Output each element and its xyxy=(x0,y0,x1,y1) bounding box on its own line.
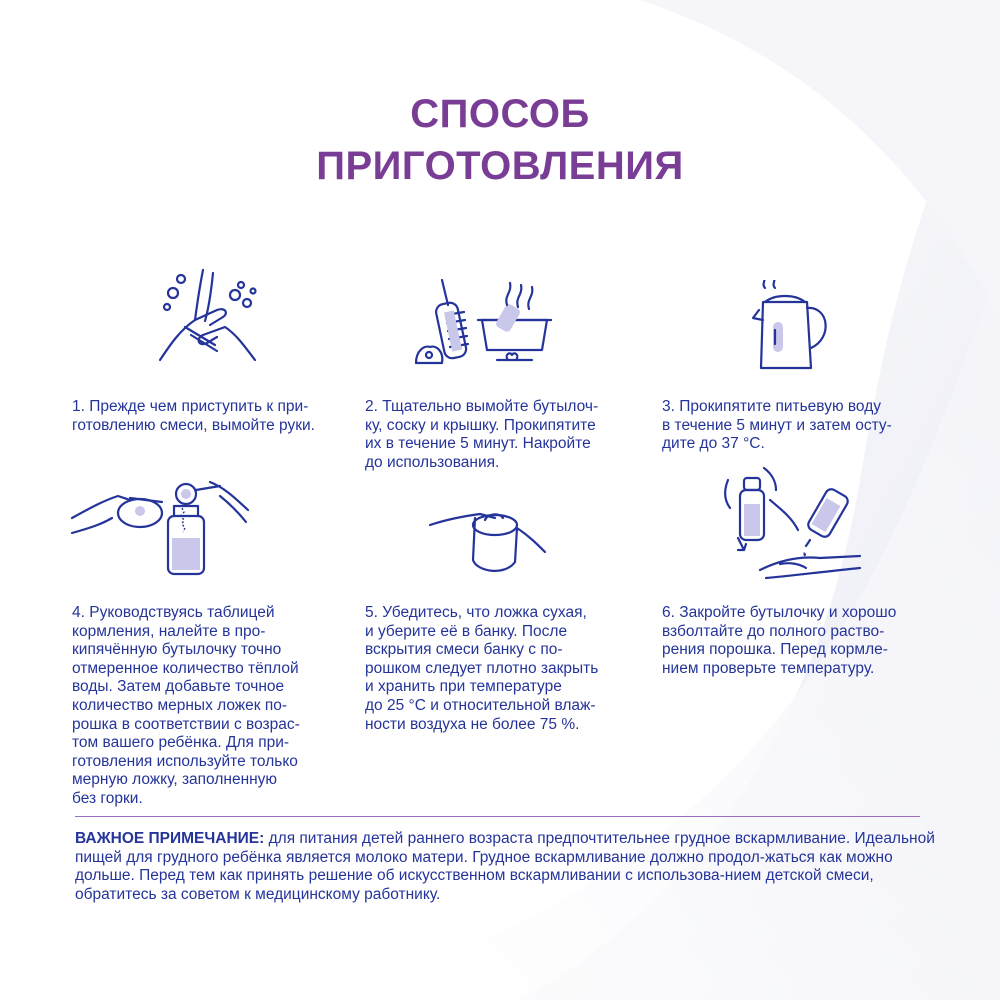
kettle-icon xyxy=(745,280,835,375)
divider-line xyxy=(75,816,920,817)
shake-bottle-test-temperature-icon xyxy=(720,460,870,590)
pouring-water-and-powder-icon xyxy=(70,478,250,588)
hand-washing-icon xyxy=(155,265,265,365)
step-3-text: 3. Прокипятите питьевую воду в течение 5 минут и затем осту- дите до 37 °С. xyxy=(662,398,892,453)
title-line-1: СПОСОБ xyxy=(410,92,590,136)
measuring-spoon-icon xyxy=(425,500,550,580)
bottle-brush-boiling-pot-icon xyxy=(412,275,552,370)
step-5-text: 5. Убедитесь, что ложка сухая, и уберите её в банку. После вскрытия смеси банку с по- рошком следует плотно закрыть и хранить при температуре до 25 °С и относительной влаж- ности воздуха не более 75 %. xyxy=(365,604,599,733)
title-line-2: ПРИГОТОВЛЕНИЯ xyxy=(316,144,684,188)
step-1-text: 1. Прежде чем приступить к при- готовлению смеси, вымойте руки. xyxy=(72,398,315,434)
note-label: ВАЖНОЕ ПРИМЕЧАНИЕ: xyxy=(75,830,265,847)
important-note xyxy=(75,830,935,904)
page-title xyxy=(0,88,1000,192)
step-4-text: 4. Руководствуясь таблицей кормления, налейте в про- кипячённую бутылочку точно отмеренное количество тёплой воды. Затем добавьте точное количество мерных ложек по- рошка в соответствии с возрас- том вашего ребёнка. Для при- готовления используйте только мерную ложку, заполненную без горки. xyxy=(72,604,300,807)
step-2-text: 2. Тщательно вымойте бутылоч- ку, соску и крышку. Прокипятите их в течение 5 минут. Накройте до использования. xyxy=(365,398,599,471)
step-6-text: 6. Закройте бутылочку и хорошо взболтайте до полного раство- рения порошка. Перед кормле- нием проверьте температуру. xyxy=(662,604,897,677)
note-text: для питания детей раннего возраста предпочтительнее грудное вскармливание. Идеальной пищей для грудного ребёнка является молоко матери. Грудное вскармливание должно продол-жаться как можно дольше. Перед тем как принять решение об искусственном вскармливании с использова-нием детской смеси, обратитесь за советом к медицинскому работнику. xyxy=(75,830,935,903)
